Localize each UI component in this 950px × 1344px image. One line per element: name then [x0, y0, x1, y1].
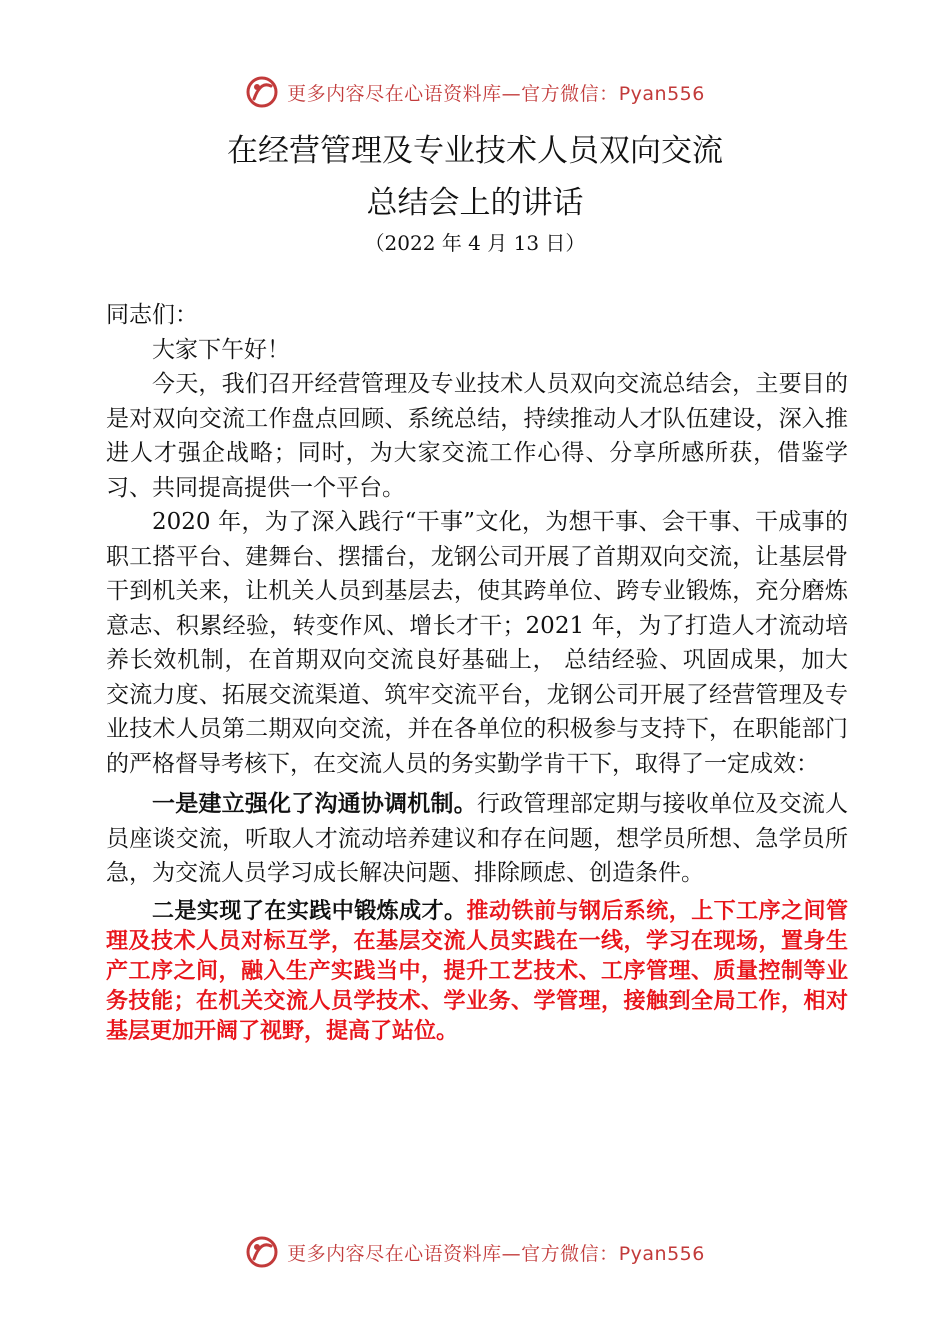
- watermark-text: [287, 79, 705, 106]
- document-date: （2022 年 4 月 13 日）: [364, 231, 586, 255]
- point-one-lead: 一是建立强化了沟通协调机制。: [152, 791, 477, 817]
- watermark-wechat-id: Pyan556: [618, 1242, 705, 1265]
- point-two-text: 推动铁前与钢后系统，上下工序之间管理及技术人员对标互学，在基层交流人员实践在一线，学习在现场，置身生产工序之间，融入生产实践当中，提升工艺技术、工序管理、质量控制等业务技能；在机关交流人员学技术、学业务、学管理，接触到全局工作，相对基层更加开阔了视野，提高了站位。: [106, 898, 848, 1044]
- footer-watermark: [0, 1232, 950, 1272]
- watermark-dash: —: [501, 1242, 522, 1265]
- point-two: [106, 897, 848, 1047]
- paragraph-background: 2020 年，为了深入践行“干事”文化，为想干事、会干事、干成事的职工搭平台、建舞台、摆擂台，龙钢公司开展了首期双向交流，让基层骨干到机关来，让机关人员到基层去，使其跨单位、跨专业锻炼，充分磨炼意志、积累经验，转变作风、增长才干；2021 年，为了打造人才流动培养长效机制，在首期双向交流良好基础上， 总结经验、巩固成果，加大交流力度、拓展交流渠道、筑牢交流平台，龙钢公司开展了经营管理及专业技术人员第二期双向交流，并在各单位的积极参与支持下，在职能部门的严格督导考核下，在交流人员的务实勤学肯干下，取得了一定成效：: [106, 509, 848, 777]
- watermark-wechat-label: 官方微信：: [521, 1242, 619, 1265]
- red-circle-logo-icon: [245, 1235, 279, 1269]
- point-one: [106, 787, 848, 891]
- salutation: 同志们：: [106, 302, 198, 328]
- document-title-line1: 在经营管理及专业技术人员双向交流: [227, 133, 723, 169]
- watermark-wechat-label: 官方微信：: [521, 82, 619, 105]
- watermark-wechat-id: Pyan556: [618, 82, 705, 105]
- watermark-text: [287, 1239, 705, 1266]
- watermark-site: 更多内容尽在心语资料库: [287, 82, 502, 105]
- red-circle-logo-icon: [245, 75, 279, 109]
- document-body: [106, 298, 848, 1047]
- greeting: 大家下午好！: [152, 336, 290, 363]
- point-one-text: 行政管理部定期与接收单位及交流人员座谈交流，听取人才流动培养建议和存在问题，想学员所想、急学员所急，为交流人员学习成长解决问题、排除顾虑、创造条件。: [106, 791, 849, 886]
- document-title-line2: 总结会上的讲话: [366, 185, 584, 221]
- paragraph-intro: 今天，我们召开经营管理及专业技术人员双向交流总结会，主要目的是对双向交流工作盘点回顾、系统总结，持续推动人才队伍建设，深入推进人才强企战略；同时，为大家交流工作心得、分享所感所获，借鉴学习、共同提高提供一个平台。: [106, 371, 848, 501]
- watermark-site: 更多内容尽在心语资料库: [287, 1242, 502, 1265]
- point-two-lead: 二是实现了在实践中锻炼成才。: [152, 898, 467, 924]
- header-watermark: [0, 72, 950, 112]
- watermark-dash: —: [501, 82, 522, 105]
